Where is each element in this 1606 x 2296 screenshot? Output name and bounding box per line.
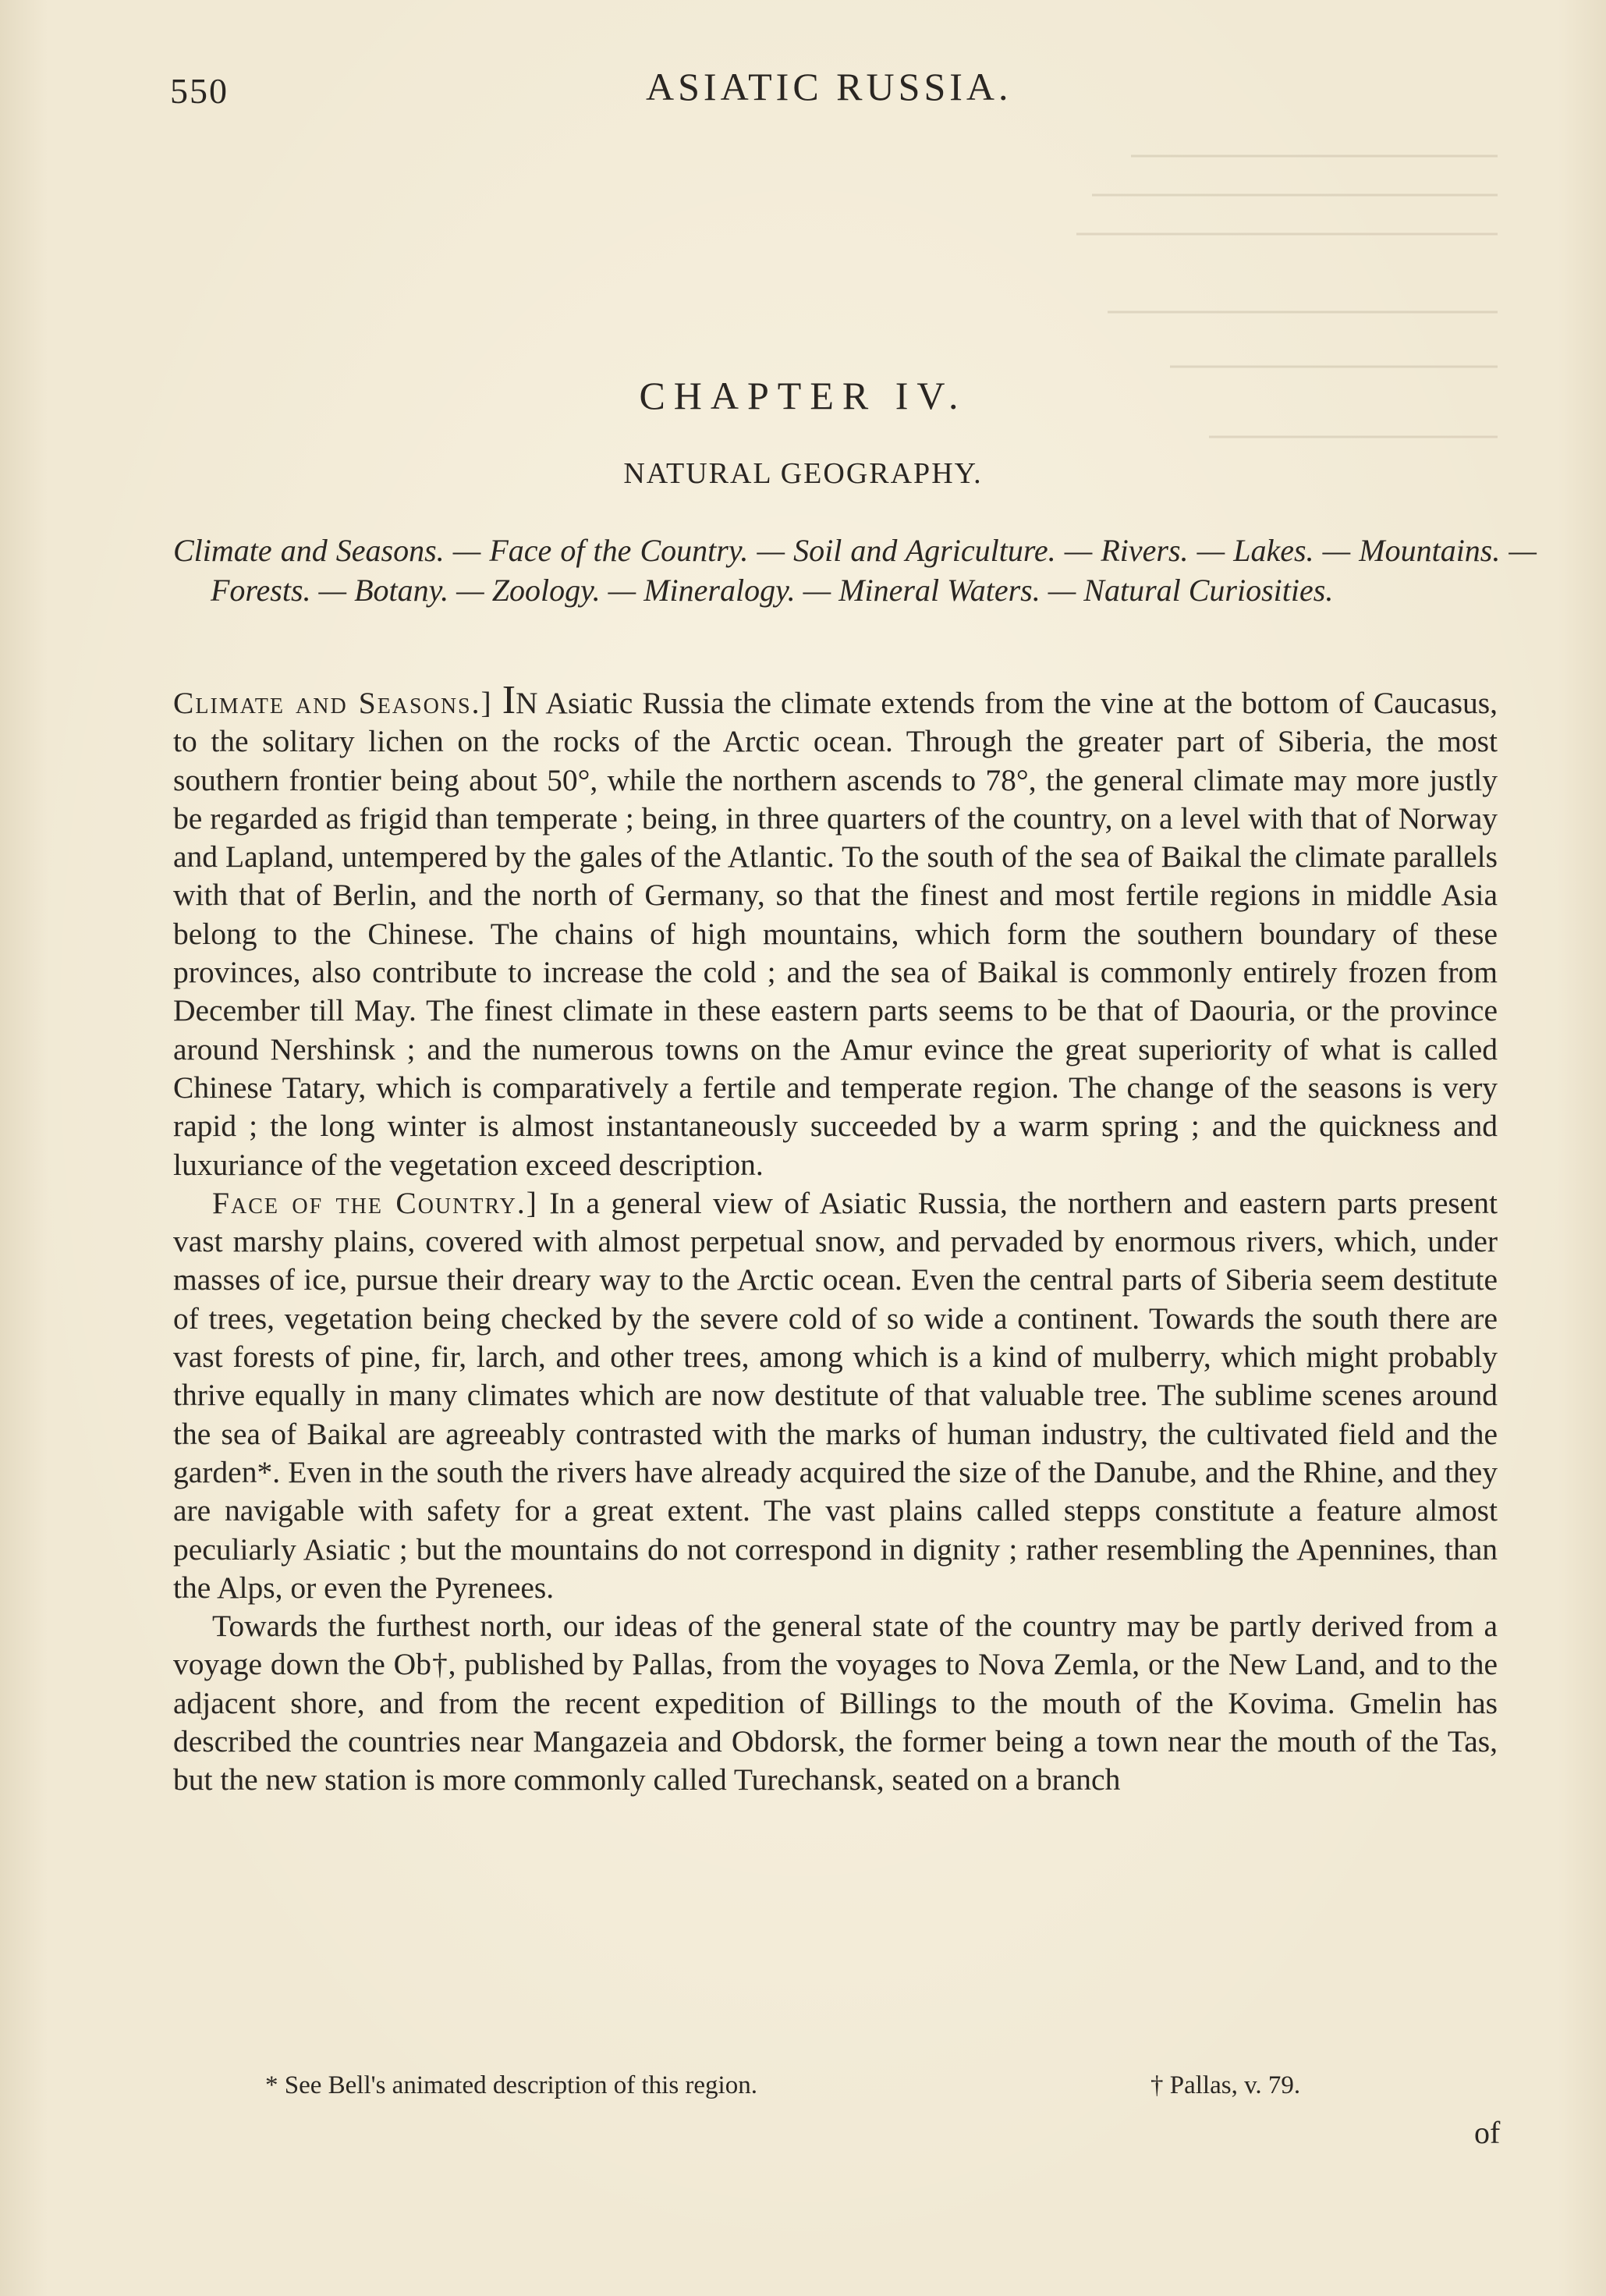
chapter-title: CHAPTER IV.	[639, 374, 967, 417]
sidehead-face: Face of the Country.]	[212, 1185, 538, 1220]
catchword: of	[1474, 2115, 1501, 2150]
footnote-pallas: † Pallas, v. 79.	[1150, 2071, 1301, 2099]
drop-capital: I	[502, 678, 516, 722]
running-title: ASIATIC RUSSIA.	[646, 65, 1012, 108]
page-header	[170, 64, 1535, 119]
footnotes	[265, 2071, 1357, 2118]
chapter-summary: Climate and Seasons. — Face of the Country. — Soil and Agriculture. — Rivers. — Lakes. — Mountains. — Forests. — Botany. — Zoology. — Mineralogy. — Mineral Waters. — Natural Curiosities.	[173, 533, 1537, 608]
body-text	[173, 678, 1498, 1800]
paragraph-face-text: In a general view of Asiatic Russia, the northern and eastern parts present vast marshy plains, covered with almost perpetual snow, and pervaded by enormous rivers, which, under masses of ice, pursue their dreary way to the Arctic ocean. Even the central parts of Siberia seem destitute of trees, vegetation being checked by the severe cold of so wide a continent. Towards the south there are vast forests of pine, fir, larch, and other trees, among which is a kind of mulberry, which might probably thrive equally in many climates which are now destitute of that valuable tree. The sublime scenes around the sea of Baikal are agreeably contrasted with the marks of human industry, the cultivated field and the garden*. Even in the south the rivers have already acquired the size of the Danube, and the Rhine, and they are navigable with safety for a great extent. The vast plains called stepps constitute a feature almost peculiarly Asiatic ; but the mountains do not correspond in dignity ; rather resembling the Apennines, than the Alps, or even the Pyrenees.	[173, 1185, 1498, 1605]
paragraph-climate	[173, 678, 1498, 1184]
sidehead-climate: Climate and Seasons.]	[173, 686, 493, 720]
footnote-bell: * See Bell's animated description of this region.	[265, 2071, 757, 2099]
chapter-subtitle: NATURAL GEOGRAPHY.	[623, 457, 983, 490]
paragraph-climate-text: N Asiatic Russia the climate extends from the vine at the bottom of Caucasus, to the solitary lichen on the rocks of the Arctic ocean. Through the greater part of Siberia, the most southern frontier being about 50°, while the northern ascends to 78°, the general climate may more justly be regarded as frigid than temperate ; being, in three quarters of the country, on a level with that of Norway and Lapland, untempered by the gales of the Atlantic. To the south of the sea of Baikal the climate parallels with that of Berlin, and the north of Germany, so that the finest and most fertile regions in middle Asia belong to the Chinese. The chains of high mountains, which form the southern boundary of these provinces, also contribute to increase the cold ; and the sea of Baikal is commonly entirely frozen from December till May. The finest climate in these eastern parts seems to be that of Daouria, or the province around Nershinsk ; and the numerous towns on the Amur evince the great superiority of what is called Chinese Tatary, which is comparatively a fertile and temperate region. The change of the seasons is very rapid ; the long winter is almost instantaneously succeeded by a warm spring ; and the quickness and luxuriance of the vegetation exceed description.	[173, 686, 1498, 1182]
paragraph-face	[173, 1184, 1498, 1607]
paragraph-north: Towards the furthest north, our ideas of the general state of the country may be partly derived from a voyage down the Ob†, published by Pallas, from the voyages to Nova Zemla, or the New Land, and to the adjacent shore, and from the recent expedition of Billings to the mouth of the Kovima. Gmelin has described the countries near Mangazeia and Obdorsk, the former being a town near the mouth of the Tas, but the new station is more commonly called Turechansk, seated on a branch	[173, 1609, 1498, 1797]
page-number: 550	[170, 71, 229, 111]
